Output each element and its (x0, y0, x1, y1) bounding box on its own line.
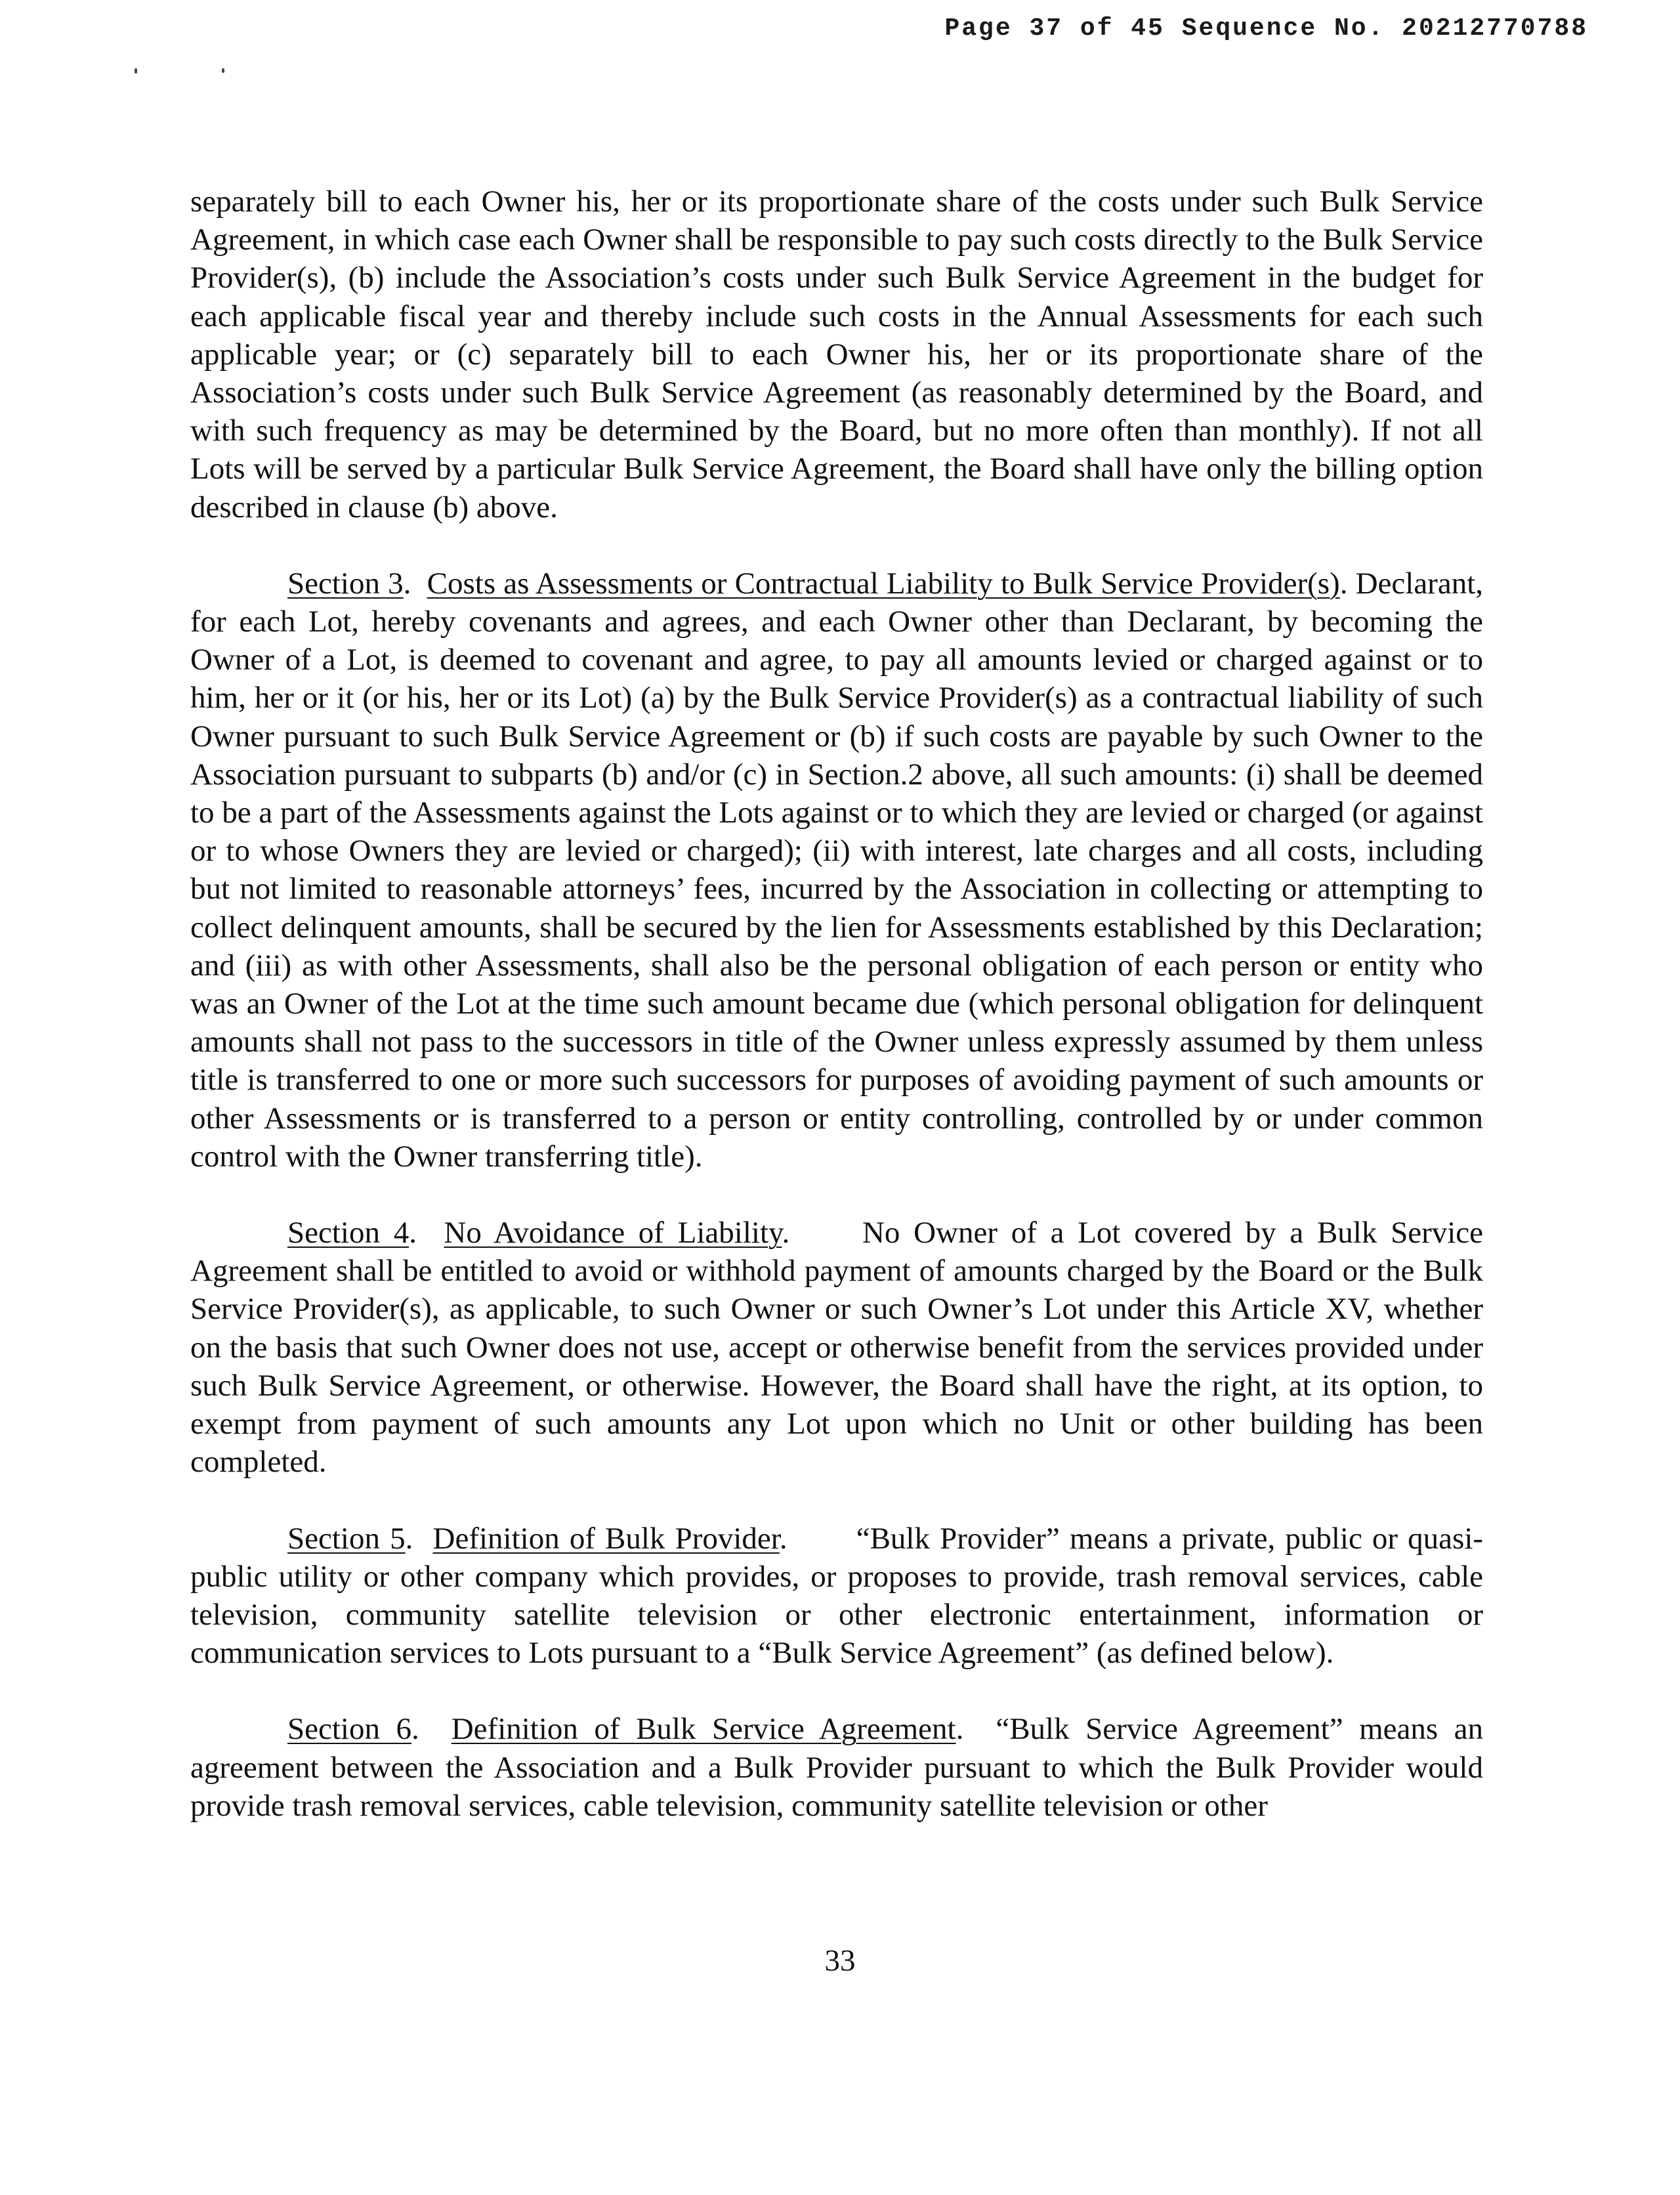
section-title: Definition of Bulk Service Agreement (451, 1712, 956, 1747)
section-3: Section 3. Costs as Assessments or Contractual Liability to Bulk Service Provider(s). Declarant, for each Lot, hereby covenants and agrees, and each Owner other than Declarant, by becoming the Owner of a Lot, is deemed to covenant and agree, to pay all amounts levied or charged against or to him, her or it (or his, her or its Lot) (a) by the Bulk Service Provider(s) as a contractual liability of such Owner pursuant to such Bulk Service Agreement or (b) if such costs are payable by such Owner to the Association pursuant to subparts (b) and/or (c) in Section.2 above, all such amounts: (i) shall be deemed to be a part of the Assessments against the Lots against or to which they are levied or charged (or against or to whose Owners they are levied or charged); (ii) with interest, late charges and all costs, including but not limited to reasonable attorneys’ fees, incurred by the Association in collecting or attempting to collect delinquent amounts, shall be secured by the lien for Assessments established by this Declaration; and (iii) as with other Assessments, shall also be the personal obligation of each person or entity who was an Owner of the Lot at the time such amount became due (which personal obligation for delinquent amounts shall not pass to the successors in title of the Owner unless expressly assumed by them unless title is transferred to one or more such successors for purposes of avoiding payment of such amounts or other Assessments or is transferred to a person or entity controlling, controlled by or under common control with the Owner transferring title). (190, 566, 1483, 1174)
scan-speck (222, 68, 224, 73)
section-title: Costs as Assessments or Contractual Liability to Bulk Service Provider(s) (427, 566, 1340, 601)
section-text: “Bulk Service Agreement” means an agreement between the Association and a Bulk Provider pursuant to which the Bulk Provider would provide trash removal services, cable television, community satellite television or other (190, 1712, 1484, 1823)
page-sequence-header: Page 37 of 45 Sequence No. 20212770788 (944, 14, 1588, 43)
section-label: Section 4 (287, 1216, 410, 1250)
section-text: No Owner of a Lot covered by a Bulk Service Agreement shall be entitled to avoid or withhold payment of amounts charged by the Board or the Bulk Service Provider(s), as applicable, to such Owner or such Owner’s Lot under this Article XV, whether on the basis that such Owner does not use, accept or otherwise benefit from the services provided under such Bulk Service Agreement, or otherwise. However, the Board shall have the right, at its option, to exempt from payment of such amounts any Lot upon which no Unit or other building has been completed. (190, 1216, 1484, 1480)
section-6: Section 6. Definition of Bulk Service Agreement. “Bulk Service Agreement” means an agreement between the Association and a Bulk Provider pursuant to which the Bulk Provider would provide trash removal services, cable television, community satellite television or other (190, 1712, 1484, 1823)
page-number: 33 (824, 1944, 856, 1978)
section-4: Section 4. No Avoidance of Liability. No Owner of a Lot covered by a Bulk Service Agreement shall be entitled to avoid or withhold payment of amounts charged by the Board or the Bulk Service Provider(s), as applicable, to such Owner or such Owner’s Lot under this Article XV, whether on the basis that such Owner does not use, accept or otherwise benefit from the services provided under such Bulk Service Agreement, or otherwise. However, the Board shall have the right, at its option, to exempt from payment of such amounts any Lot upon which no Unit or other building has been completed. (190, 1216, 1484, 1480)
section-label: Section 6 (287, 1712, 411, 1747)
section-text: “Bulk Provider” means a private, public or quasi-public utility or other company which provides, or proposes to provide, trash removal services, cable television, community satellite television or other electronic entertainment, information or communication services to Lots pursuant to a “Bulk Service Agreement” (as defined below). (190, 1521, 1484, 1671)
section-label: Section 3 (287, 566, 404, 601)
section-5: Section 5. Definition of Bulk Provider. “Bulk Provider” means a private, public or quasi-public utility or other company which provides, or proposes to provide, trash removal services, cable television, community satellite television or other electronic entertainment, information or communication services to Lots pursuant to a “Bulk Service Agreement” (as defined below). (190, 1521, 1484, 1671)
section-text: Declarant, for each Lot, hereby covenants and agrees, and each Owner other than Declarant, by becoming the Owner of a Lot, is deemed to covenant and agree, to pay all amounts levied or charged against or to him, her or it (or his, her or its Lot) (a) by the Bulk Service Provider(s) as a contractual liability of such Owner pursuant to such Bulk Service Agreement or (b) if such costs are payable by such Owner to the Association pursuant to subparts (b) and/or (c) in Section.2 above, all such amounts: (i) shall be deemed to be a part of the Assessments against the Lots against or to which they are levied or charged (or against or to whose Owners they are levied or charged); (ii) with interest, late charges and all costs, including but not limited to reasonable attorneys’ fees, incurred by the Association in collecting or attempting to collect delinquent amounts, shall be secured by the lien for Assessments established by this Declaration; and (iii) as with other Assessments, shall also be the personal obligation of each person or entity who was an Owner of the Lot at the time such amount became due (which personal obligation for delinquent amounts shall not pass to the successors in title of the Owner unless expressly assumed by them unless title is transferred to one or more such successors for purposes of avoiding payment of such amounts or other Assessments or is transferred to a person or entity controlling, controlled by or under common control with the Owner transferring title). (190, 566, 1483, 1174)
scan-speck (135, 68, 137, 74)
paragraph-continuation (190, 182, 1483, 526)
paragraph-text: separately bill to each Owner his, her or its proportionate share of the costs under such Bulk Service Agreement, in which case each Owner shall be responsible to pay such costs directly to the Bulk Service Provider(s), (b) include the Association’s costs under such Bulk Service Agreement in the budget for each applicable fiscal year and thereby include such costs in the Annual Assessments for each such applicable year; or (c) separately bill to each Owner his, her or its proportionate share of the Association’s costs under such Bulk Service Agreement (as reasonably determined by the Board, and with such frequency as may be determined by the Board, but no more often than monthly). If not all Lots will be served by a particular Bulk Service Agreement, the Board shall have only the billing option described in clause (b) above. (190, 184, 1483, 524)
section-label: Section 5 (287, 1521, 406, 1556)
section-title: Definition of Bulk Provider (432, 1521, 780, 1556)
document-body (190, 182, 1483, 1863)
section-title: No Avoidance of Liability (444, 1216, 782, 1250)
